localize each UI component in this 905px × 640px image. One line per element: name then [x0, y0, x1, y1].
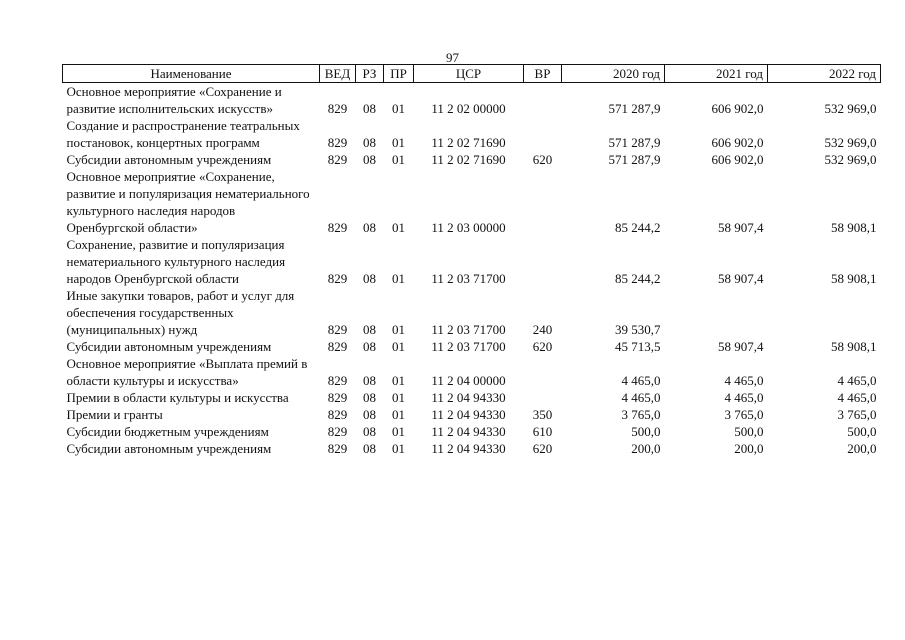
- row-rz: 08: [363, 373, 376, 388]
- table-row: [63, 117, 881, 151]
- row-rz: 08: [363, 441, 376, 456]
- row-ved: 829: [327, 101, 348, 116]
- row-name: Премии и гранты: [66, 407, 163, 422]
- row-rz: 08: [363, 339, 376, 354]
- row-vr: 620: [532, 339, 553, 354]
- row-2020: 85 244,2: [615, 220, 661, 235]
- header-2020: 2020 год: [562, 65, 665, 83]
- row-2022: 532 969,0: [824, 152, 877, 167]
- row-ved: 829: [327, 220, 348, 235]
- row-rz: 08: [363, 407, 376, 422]
- row-vr: [524, 236, 562, 287]
- row-2021: [665, 287, 768, 338]
- table-row: [63, 440, 881, 457]
- row-pr: 01: [392, 135, 405, 150]
- table-row: [63, 423, 881, 440]
- row-csr: 11 2 03 71700: [431, 322, 506, 337]
- row-rz: 08: [363, 322, 376, 337]
- row-2022: 200,0: [847, 441, 877, 456]
- row-ved: 829: [327, 424, 348, 439]
- row-vr: [524, 168, 562, 236]
- row-2022: 4 465,0: [837, 373, 877, 388]
- row-vr: 350: [532, 407, 553, 422]
- row-2020: 571 287,9: [608, 135, 661, 150]
- row-csr: 11 2 02 71690: [431, 152, 506, 167]
- row-name: Основное мероприятие «Сохранение и развитие исполнительских искусств»: [66, 84, 282, 116]
- row-csr: 11 2 04 94330: [431, 390, 506, 405]
- row-name: Сохранение, развитие и популяризация нематериального культурного наследия народов Оренбургской области: [66, 237, 286, 286]
- row-ved: 829: [327, 373, 348, 388]
- row-pr: 01: [392, 101, 405, 116]
- row-2020: 45 713,5: [615, 339, 661, 354]
- row-pr: 01: [392, 220, 405, 235]
- row-2021: 606 902,0: [711, 152, 764, 167]
- row-2020: 571 287,9: [608, 101, 661, 116]
- row-2020: 3 765,0: [621, 407, 661, 422]
- row-2022: 58 908,1: [831, 271, 877, 286]
- row-2021: 200,0: [734, 441, 764, 456]
- row-name: Основное мероприятие «Выплата премий в области культуры и искусства»: [66, 356, 308, 388]
- row-2021: 606 902,0: [711, 101, 764, 116]
- row-pr: 01: [392, 390, 405, 405]
- row-vr: [524, 83, 562, 118]
- row-2022: 532 969,0: [824, 101, 877, 116]
- row-2022: 532 969,0: [824, 135, 877, 150]
- row-2020: 200,0: [631, 441, 661, 456]
- header-ved: ВЕД: [320, 65, 356, 83]
- row-2021: 606 902,0: [711, 135, 764, 150]
- row-rz: 08: [363, 135, 376, 150]
- row-csr: 11 2 04 00000: [431, 373, 506, 388]
- header-2022: 2022 год: [768, 65, 881, 83]
- header-pr: ПР: [384, 65, 414, 83]
- table-body: [63, 83, 881, 458]
- row-name: Создание и распространение театральных постановок, концертных программ: [66, 118, 300, 150]
- table-header-row: [63, 65, 881, 83]
- table-row: [63, 236, 881, 287]
- row-ved: 829: [327, 152, 348, 167]
- row-ved: 829: [327, 390, 348, 405]
- row-ved: 829: [327, 407, 348, 422]
- row-csr: 11 2 04 94330: [431, 424, 506, 439]
- row-2021: 3 765,0: [724, 407, 764, 422]
- row-2020: 85 244,2: [615, 271, 661, 286]
- table-row: [63, 406, 881, 423]
- row-vr: 610: [532, 424, 553, 439]
- row-2021: 58 907,4: [718, 339, 764, 354]
- budget-table: [62, 64, 881, 457]
- row-2021: 58 907,4: [718, 220, 764, 235]
- row-name: Иные закупки товаров, работ и услуг для обеспечения государственных (муниципальных) нужд: [66, 288, 295, 337]
- table-row: [63, 287, 881, 338]
- row-vr: [524, 117, 562, 151]
- row-vr: [524, 355, 562, 389]
- row-rz: 08: [363, 152, 376, 167]
- row-2021: 4 465,0: [724, 373, 764, 388]
- row-rz: 08: [363, 271, 376, 286]
- row-2022: 58 908,1: [831, 339, 877, 354]
- row-pr: 01: [392, 339, 405, 354]
- row-pr: 01: [392, 152, 405, 167]
- row-vr: 620: [532, 441, 553, 456]
- table-row: [63, 389, 881, 406]
- row-rz: 08: [363, 101, 376, 116]
- row-pr: 01: [392, 373, 405, 388]
- row-name: Субсидии автономным учреждениям: [66, 152, 272, 167]
- row-name: Субсидии автономным учреждениям: [66, 441, 272, 456]
- row-2021: 4 465,0: [724, 390, 764, 405]
- row-pr: 01: [392, 441, 405, 456]
- header-2021: 2021 год: [665, 65, 768, 83]
- row-rz: 08: [363, 424, 376, 439]
- table-row: [63, 151, 881, 168]
- row-pr: 01: [392, 322, 405, 337]
- row-2020: 500,0: [631, 424, 661, 439]
- header-name: Наименование: [63, 65, 320, 83]
- row-ved: 829: [327, 322, 348, 337]
- row-csr: 11 2 04 94330: [431, 407, 506, 422]
- row-pr: 01: [392, 271, 405, 286]
- row-ved: 829: [327, 271, 348, 286]
- page-number: 97: [446, 50, 459, 65]
- table-row: [63, 338, 881, 355]
- row-ved: 829: [327, 135, 348, 150]
- row-2020: 4 465,0: [621, 390, 661, 405]
- row-2021: 500,0: [734, 424, 764, 439]
- row-ved: 829: [327, 441, 348, 456]
- row-2022: 58 908,1: [831, 220, 877, 235]
- row-ved: 829: [327, 339, 348, 354]
- row-2021: 58 907,4: [718, 271, 764, 286]
- row-csr: 11 2 03 71700: [431, 339, 506, 354]
- row-2022: 3 765,0: [837, 407, 877, 422]
- row-2022: 4 465,0: [837, 390, 877, 405]
- row-name: Субсидии автономным учреждениям: [66, 339, 272, 354]
- table-row: [63, 355, 881, 389]
- row-pr: 01: [392, 424, 405, 439]
- row-csr: 11 2 02 71690: [431, 135, 506, 150]
- row-2022: 500,0: [847, 424, 877, 439]
- header-rz: РЗ: [356, 65, 384, 83]
- row-csr: 11 2 04 94330: [431, 441, 506, 456]
- row-vr: [524, 389, 562, 406]
- header-vr: ВР: [524, 65, 562, 83]
- row-csr: 11 2 02 00000: [431, 101, 506, 116]
- row-vr: 620: [532, 152, 553, 167]
- row-rz: 08: [363, 220, 376, 235]
- row-vr: 240: [532, 322, 553, 337]
- row-csr: 11 2 03 00000: [431, 220, 506, 235]
- row-2022: [768, 287, 881, 338]
- row-2020: 39 530,7: [615, 322, 661, 337]
- row-name: Основное мероприятие «Сохранение, развитие и популяризация нематериального культурного наследия народов Оренбургской области»: [66, 169, 310, 235]
- row-2020: 571 287,9: [608, 152, 661, 167]
- table-row: [63, 83, 881, 118]
- row-name: Премии в области культуры и искусства: [66, 390, 289, 405]
- row-csr: 11 2 03 71700: [431, 271, 506, 286]
- table-row: [63, 168, 881, 236]
- header-csr: ЦСР: [414, 65, 524, 83]
- row-name: Субсидии бюджетным учреждениям: [66, 424, 269, 439]
- row-pr: 01: [392, 407, 405, 422]
- row-2020: 4 465,0: [621, 373, 661, 388]
- row-rz: 08: [363, 390, 376, 405]
